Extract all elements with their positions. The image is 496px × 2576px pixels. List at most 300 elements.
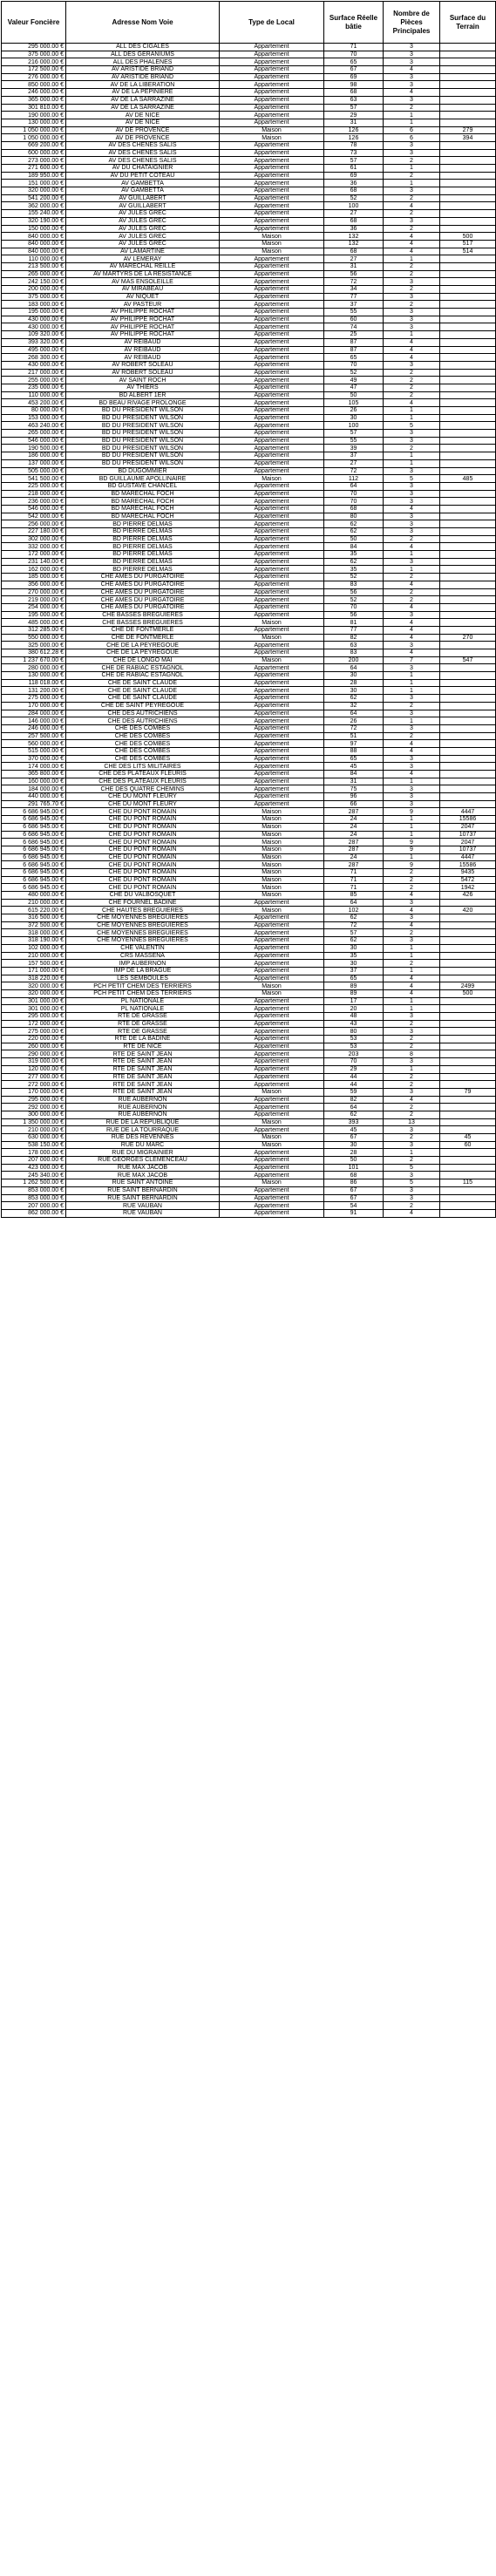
table-row — [2, 286, 496, 294]
valeur-fonciere-cell: 280 000.00 € — [2, 664, 66, 672]
table-row — [2, 210, 496, 218]
type-local-cell: Appartement — [220, 1050, 324, 1058]
surface-batie-cell: 35 — [324, 952, 384, 960]
type-local-cell: Appartement — [220, 430, 324, 438]
adresse-cell: CHE HAUTES BREGUIERES — [66, 907, 220, 914]
valeur-fonciere-cell: 174 000.00 € — [2, 763, 66, 771]
adresse-cell: RUE DES REVENNES — [66, 1134, 220, 1142]
nombre-pieces-cell: 4 — [384, 346, 440, 354]
surface-batie-cell: 52 — [324, 369, 384, 377]
adresse-cell: BD BEAU RIVAGE PROLONGE — [66, 399, 220, 407]
nombre-pieces-cell: 2 — [384, 732, 440, 740]
type-local-cell: Appartement — [220, 914, 324, 922]
valeur-fonciere-cell: 290 000.00 € — [2, 1050, 66, 1058]
valeur-fonciere-cell: 300 000.00 € — [2, 1111, 66, 1118]
valeur-fonciere-cell: 186 000.00 € — [2, 452, 66, 460]
adresse-cell: CHE AMES DU PURGATOIRE — [66, 574, 220, 581]
adresse-cell: CHE BASSES BREGUIERES — [66, 619, 220, 627]
surface-batie-cell: 64 — [324, 482, 384, 490]
nombre-pieces-cell: 3 — [384, 96, 440, 104]
valeur-fonciere-cell: 546 000.00 € — [2, 437, 66, 445]
type-local-cell: Appartement — [220, 611, 324, 619]
valeur-fonciere-cell: 463 240.00 € — [2, 422, 66, 430]
table-body — [2, 44, 496, 1218]
table-row — [2, 1179, 496, 1187]
adresse-cell: CHE DES AUTRICHIENS — [66, 710, 220, 717]
surface-terrain-cell — [440, 112, 496, 119]
type-local-cell: Appartement — [220, 66, 324, 74]
adresse-cell: AV JULES GREC — [66, 240, 220, 248]
surface-terrain-cell — [440, 717, 496, 725]
nombre-pieces-cell: 3 — [384, 81, 440, 89]
surface-batie-cell: 101 — [324, 1164, 384, 1172]
surface-terrain-cell — [440, 785, 496, 793]
surface-terrain-cell: 270 — [440, 634, 496, 642]
adresse-cell: CHE MOYENNES BREGUIERES — [66, 921, 220, 929]
header-surface-du-terrain: Surface du Terrain — [440, 2, 496, 44]
nombre-pieces-cell: 4 — [384, 505, 440, 513]
type-local-cell: Appartement — [220, 702, 324, 710]
surface-batie-cell: 52 — [324, 574, 384, 581]
valeur-fonciere-cell: 356 000.00 € — [2, 581, 66, 588]
surface-batie-cell: 52 — [324, 194, 384, 202]
type-local-cell: Appartement — [220, 778, 324, 785]
table-row — [2, 808, 496, 816]
type-local-cell: Appartement — [220, 323, 324, 331]
valeur-fonciere-cell: 840 000.00 € — [2, 248, 66, 255]
table-row — [2, 846, 496, 853]
surface-batie-cell: 28 — [324, 1149, 384, 1157]
surface-terrain-cell — [440, 369, 496, 377]
table-row — [2, 331, 496, 339]
surface-terrain-cell — [440, 975, 496, 982]
surface-batie-cell: 57 — [324, 430, 384, 438]
surface-batie-cell: 88 — [324, 747, 384, 755]
table-row — [2, 626, 496, 634]
nombre-pieces-cell: 3 — [384, 695, 440, 703]
nombre-pieces-cell: 1 — [384, 551, 440, 559]
surface-terrain-cell: 279 — [440, 126, 496, 134]
surface-terrain-cell — [440, 1058, 496, 1066]
surface-terrain-cell: 547 — [440, 656, 496, 664]
type-local-cell: Appartement — [220, 482, 324, 490]
surface-batie-cell: 36 — [324, 180, 384, 187]
surface-terrain-cell — [440, 210, 496, 218]
valeur-fonciere-cell: 365 000.00 € — [2, 96, 66, 104]
surface-terrain-cell — [440, 1186, 496, 1194]
nombre-pieces-cell: 1 — [384, 407, 440, 415]
nombre-pieces-cell: 2 — [384, 172, 440, 180]
table-row — [2, 225, 496, 233]
type-local-cell: Appartement — [220, 695, 324, 703]
valeur-fonciere-cell: 850 000.00 € — [2, 81, 66, 89]
nombre-pieces-cell: 4 — [384, 619, 440, 627]
table-row — [2, 952, 496, 960]
nombre-pieces-cell: 1 — [384, 831, 440, 839]
valeur-fonciere-cell: 295 000.00 € — [2, 1013, 66, 1021]
surface-terrain-cell — [440, 286, 496, 294]
valeur-fonciere-cell: 275 000.00 € — [2, 695, 66, 703]
surface-batie-cell: 61 — [324, 165, 384, 173]
table-row — [2, 876, 496, 884]
surface-terrain-cell — [440, 490, 496, 498]
surface-batie-cell: 50 — [324, 1157, 384, 1165]
surface-batie-cell: 393 — [324, 1118, 384, 1126]
surface-batie-cell: 44 — [324, 1081, 384, 1089]
valeur-fonciere-cell: 320 190.00 € — [2, 217, 66, 225]
nombre-pieces-cell: 2 — [384, 225, 440, 233]
nombre-pieces-cell: 3 — [384, 528, 440, 536]
type-local-cell: Appartement — [220, 687, 324, 695]
type-local-cell: Maison — [220, 839, 324, 846]
valeur-fonciere-cell: 505 000.00 € — [2, 467, 66, 475]
surface-terrain-cell — [440, 459, 496, 467]
nombre-pieces-cell: 2 — [384, 1111, 440, 1118]
adresse-cell: CHE DE SAINT PEYREGOUE — [66, 702, 220, 710]
type-local-cell: Appartement — [220, 1194, 324, 1202]
surface-batie-cell: 71 — [324, 884, 384, 892]
surface-batie-cell: 87 — [324, 346, 384, 354]
valeur-fonciere-cell: 268 300.00 € — [2, 354, 66, 362]
valeur-fonciere-cell: 1 237 670.00 € — [2, 656, 66, 664]
surface-terrain-cell — [440, 558, 496, 566]
table-row — [2, 422, 496, 430]
surface-terrain-cell — [440, 672, 496, 680]
surface-terrain-cell — [440, 626, 496, 634]
surface-batie-cell: 71 — [324, 868, 384, 876]
surface-terrain-cell — [440, 899, 496, 907]
valeur-fonciere-cell: 185 000.00 € — [2, 574, 66, 581]
nombre-pieces-cell: 3 — [384, 437, 440, 445]
nombre-pieces-cell: 3 — [384, 937, 440, 945]
adresse-cell: RTE DE SAINT JEAN — [66, 1050, 220, 1058]
type-local-cell: Appartement — [220, 505, 324, 513]
valeur-fonciere-cell: 453 200.00 € — [2, 399, 66, 407]
type-local-cell: Appartement — [220, 558, 324, 566]
adresse-cell: AV DES CHENES SALIS — [66, 157, 220, 165]
adresse-cell: BD MARECHAL FOCH — [66, 513, 220, 520]
surface-batie-cell: 74 — [324, 323, 384, 331]
surface-terrain-cell: 15586 — [440, 861, 496, 869]
valeur-fonciere-cell: 1 350 000.00 € — [2, 1118, 66, 1126]
surface-batie-cell: 287 — [324, 839, 384, 846]
valeur-fonciere-cell: 254 000.00 € — [2, 603, 66, 611]
surface-batie-cell: 78 — [324, 141, 384, 149]
nombre-pieces-cell: 3 — [384, 278, 440, 286]
nombre-pieces-cell: 4 — [384, 399, 440, 407]
nombre-pieces-cell: 4 — [384, 892, 440, 900]
valeur-fonciere-cell: 110 000.00 € — [2, 391, 66, 399]
adresse-cell: CHE DE FONTMERLE — [66, 626, 220, 634]
nombre-pieces-cell: 1 — [384, 687, 440, 695]
nombre-pieces-cell: 3 — [384, 785, 440, 793]
surface-batie-cell: 72 — [324, 724, 384, 732]
adresse-cell: PCH PETIT CHEM DES TERRIERS — [66, 989, 220, 997]
adresse-cell: CHE DU PONT ROMAIN — [66, 861, 220, 869]
adresse-cell: RUE AUBERNON — [66, 1096, 220, 1104]
surface-batie-cell: 17 — [324, 997, 384, 1005]
surface-batie-cell: 287 — [324, 861, 384, 869]
surface-batie-cell: 20 — [324, 1005, 384, 1013]
nombre-pieces-cell: 1 — [384, 119, 440, 126]
nombre-pieces-cell: 8 — [384, 1050, 440, 1058]
surface-terrain-cell: 4447 — [440, 853, 496, 861]
valeur-fonciere-cell: 146 000.00 € — [2, 717, 66, 725]
type-local-cell: Appartement — [220, 399, 324, 407]
valeur-fonciere-cell: 130 000.00 € — [2, 672, 66, 680]
type-local-cell: Appartement — [220, 1013, 324, 1021]
surface-terrain-cell: 10737 — [440, 831, 496, 839]
valeur-fonciere-cell: 840 000.00 € — [2, 233, 66, 241]
nombre-pieces-cell: 4 — [384, 202, 440, 210]
table-row — [2, 929, 496, 937]
type-local-cell: Maison — [220, 831, 324, 839]
surface-batie-cell: 84 — [324, 543, 384, 551]
nombre-pieces-cell: 2 — [384, 194, 440, 202]
type-local-cell: Appartement — [220, 1172, 324, 1179]
surface-terrain-cell — [440, 944, 496, 952]
adresse-cell: CHE MOYENNES BREGUIERES — [66, 929, 220, 937]
surface-batie-cell: 55 — [324, 309, 384, 316]
nombre-pieces-cell: 3 — [384, 513, 440, 520]
nombre-pieces-cell: 3 — [384, 1126, 440, 1134]
table-row — [2, 66, 496, 74]
surface-terrain-cell: 15586 — [440, 816, 496, 824]
valeur-fonciere-cell: 393 320.00 € — [2, 338, 66, 346]
valeur-fonciere-cell: 1 262 500.00 € — [2, 1179, 66, 1187]
header-adresse-nom-voie: Adresse Nom Voie — [66, 2, 220, 44]
table-row — [2, 180, 496, 187]
table-row — [2, 937, 496, 945]
nombre-pieces-cell: 4 — [384, 1209, 440, 1217]
table-row — [2, 81, 496, 89]
surface-terrain-cell — [440, 482, 496, 490]
nombre-pieces-cell: 3 — [384, 914, 440, 922]
table-row — [2, 566, 496, 574]
type-local-cell: Maison — [220, 982, 324, 990]
surface-terrain-cell — [440, 914, 496, 922]
nombre-pieces-cell: 3 — [384, 899, 440, 907]
valeur-fonciere-cell: 318 000.00 € — [2, 929, 66, 937]
surface-terrain-cell — [440, 51, 496, 58]
type-local-cell: Appartement — [220, 1028, 324, 1036]
valeur-fonciere-cell: 218 000.00 € — [2, 490, 66, 498]
nombre-pieces-cell: 4 — [384, 338, 440, 346]
valeur-fonciere-cell: 6 686 945.00 € — [2, 868, 66, 876]
type-local-cell: Maison — [220, 823, 324, 831]
table-row — [2, 724, 496, 732]
valeur-fonciere-cell: 495 000.00 € — [2, 346, 66, 354]
surface-terrain-cell — [440, 1149, 496, 1157]
surface-batie-cell: 62 — [324, 695, 384, 703]
type-local-cell: Maison — [220, 892, 324, 900]
type-local-cell: Maison — [220, 134, 324, 142]
surface-terrain-cell — [440, 407, 496, 415]
surface-batie-cell: 64 — [324, 664, 384, 672]
surface-batie-cell: 55 — [324, 437, 384, 445]
surface-batie-cell: 72 — [324, 467, 384, 475]
valeur-fonciere-cell: 213 500.00 € — [2, 262, 66, 270]
surface-batie-cell: 68 — [324, 505, 384, 513]
nombre-pieces-cell: 2 — [384, 1081, 440, 1089]
surface-batie-cell: 70 — [324, 51, 384, 58]
surface-batie-cell: 67 — [324, 1134, 384, 1142]
surface-batie-cell: 73 — [324, 149, 384, 157]
nombre-pieces-cell: 3 — [384, 1028, 440, 1036]
surface-terrain-cell — [440, 346, 496, 354]
table-row — [2, 278, 496, 286]
table-row — [2, 839, 496, 846]
table-row — [2, 112, 496, 119]
surface-terrain-cell — [440, 157, 496, 165]
table-row — [2, 482, 496, 490]
type-local-cell: Appartement — [220, 574, 324, 581]
surface-terrain-cell — [440, 513, 496, 520]
adresse-cell: CHE DES QUATRE CHEMINS — [66, 785, 220, 793]
surface-terrain-cell: 115 — [440, 1179, 496, 1187]
surface-terrain-cell — [440, 1043, 496, 1050]
table-row — [2, 369, 496, 377]
valeur-fonciere-cell: 207 000.00 € — [2, 1157, 66, 1165]
table-row — [2, 1088, 496, 1096]
surface-batie-cell: 68 — [324, 187, 384, 195]
surface-terrain-cell — [440, 581, 496, 588]
surface-batie-cell: 37 — [324, 452, 384, 460]
type-local-cell: Appartement — [220, 596, 324, 604]
type-local-cell: Maison — [220, 1134, 324, 1142]
surface-terrain-cell — [440, 1118, 496, 1126]
adresse-cell: RUE SAINT BERNARDIN — [66, 1186, 220, 1194]
type-local-cell: Appartement — [220, 141, 324, 149]
table-row — [2, 581, 496, 588]
valeur-fonciere-cell: 246 000.00 € — [2, 89, 66, 97]
surface-batie-cell: 200 — [324, 656, 384, 664]
table-row — [2, 664, 496, 672]
valeur-fonciere-cell: 6 686 945.00 € — [2, 876, 66, 884]
header-type-de-local: Type de Local — [220, 2, 324, 44]
table-row — [2, 574, 496, 581]
valeur-fonciere-cell: 272 000.00 € — [2, 1081, 66, 1089]
nombre-pieces-cell: 2 — [384, 384, 440, 391]
surface-terrain-cell: 2047 — [440, 839, 496, 846]
nombre-pieces-cell: 1 — [384, 1149, 440, 1157]
nombre-pieces-cell: 4 — [384, 907, 440, 914]
valeur-fonciere-cell: 1 050 000.00 € — [2, 126, 66, 134]
type-local-cell: Maison — [220, 240, 324, 248]
type-local-cell: Appartement — [220, 1157, 324, 1165]
table-row — [2, 656, 496, 664]
surface-terrain-cell — [440, 755, 496, 763]
surface-batie-cell: 56 — [324, 270, 384, 278]
table-row — [2, 1149, 496, 1157]
nombre-pieces-cell: 3 — [384, 520, 440, 528]
valeur-fonciere-cell: 257 500.00 € — [2, 732, 66, 740]
surface-batie-cell: 62 — [324, 520, 384, 528]
table-row — [2, 619, 496, 627]
nombre-pieces-cell: 2 — [384, 1020, 440, 1028]
type-local-cell: Appartement — [220, 157, 324, 165]
table-row — [2, 793, 496, 801]
table-row — [2, 399, 496, 407]
surface-batie-cell: 30 — [324, 414, 384, 422]
adresse-cell: CHE DES COMBES — [66, 732, 220, 740]
type-local-cell: Maison — [220, 656, 324, 664]
type-local-cell: Appartement — [220, 445, 324, 452]
surface-batie-cell: 26 — [324, 407, 384, 415]
valeur-fonciere-cell: 160 000.00 € — [2, 778, 66, 785]
nombre-pieces-cell: 4 — [384, 747, 440, 755]
valeur-fonciere-cell: 236 000.00 € — [2, 498, 66, 506]
adresse-cell: CHE DE LA PEYREGOUE — [66, 649, 220, 657]
valeur-fonciere-cell: 375 000.00 € — [2, 293, 66, 301]
surface-batie-cell: 56 — [324, 611, 384, 619]
adresse-cell: RUE DE LA TOURRAQUE — [66, 1126, 220, 1134]
table-row — [2, 771, 496, 778]
adresse-cell: AV ARISTIDE BRIAND — [66, 66, 220, 74]
type-local-cell: Appartement — [220, 960, 324, 968]
table-row — [2, 1096, 496, 1104]
surface-batie-cell: 102 — [324, 907, 384, 914]
type-local-cell: Appartement — [220, 952, 324, 960]
type-local-cell: Appartement — [220, 316, 324, 323]
adresse-cell: RUE DU MIGRAINIER — [66, 1149, 220, 1157]
nombre-pieces-cell: 3 — [384, 187, 440, 195]
type-local-cell: Maison — [220, 868, 324, 876]
surface-terrain-cell — [440, 702, 496, 710]
surface-terrain-cell — [440, 1202, 496, 1210]
valeur-fonciere-cell: 231 140.00 € — [2, 558, 66, 566]
table-row — [2, 361, 496, 369]
table-row — [2, 384, 496, 391]
type-local-cell: Appartement — [220, 217, 324, 225]
nombre-pieces-cell: 4 — [384, 626, 440, 634]
header-surface-reelle-batie: Surface Réelle bâtie — [324, 2, 384, 44]
nombre-pieces-cell: 3 — [384, 361, 440, 369]
table-row — [2, 240, 496, 248]
type-local-cell: Maison — [220, 1141, 324, 1149]
type-local-cell: Appartement — [220, 361, 324, 369]
spreadsheet — [1, 1, 495, 1218]
type-local-cell: Appartement — [220, 649, 324, 657]
surface-batie-cell: 56 — [324, 588, 384, 596]
type-local-cell: Appartement — [220, 1164, 324, 1172]
adresse-cell: RTE DE SAINT JEAN — [66, 1058, 220, 1066]
valeur-fonciere-cell: 6 686 945.00 € — [2, 831, 66, 839]
surface-terrain-cell — [440, 747, 496, 755]
type-local-cell: Appartement — [220, 459, 324, 467]
table-row — [2, 217, 496, 225]
surface-batie-cell: 49 — [324, 377, 384, 384]
valeur-fonciere-cell: 200 000.00 € — [2, 286, 66, 294]
surface-batie-cell: 68 — [324, 217, 384, 225]
surface-terrain-cell — [440, 800, 496, 808]
adresse-cell: CHE DE LONGO MAI — [66, 656, 220, 664]
surface-terrain-cell — [440, 498, 496, 506]
type-local-cell: Appartement — [220, 149, 324, 157]
surface-batie-cell: 84 — [324, 771, 384, 778]
nombre-pieces-cell: 3 — [384, 642, 440, 649]
adresse-cell: RTE DE SAINT JEAN — [66, 1081, 220, 1089]
adresse-cell: AV ROBERT SOLEAU — [66, 369, 220, 377]
surface-terrain-cell — [440, 467, 496, 475]
adresse-cell: AV DE NICE — [66, 119, 220, 126]
adresse-cell: BD DU PRESIDENT WILSON — [66, 452, 220, 460]
surface-batie-cell: 39 — [324, 445, 384, 452]
nombre-pieces-cell: 3 — [384, 467, 440, 475]
type-local-cell: Appartement — [220, 543, 324, 551]
surface-batie-cell: 203 — [324, 1050, 384, 1058]
surface-batie-cell: 89 — [324, 982, 384, 990]
